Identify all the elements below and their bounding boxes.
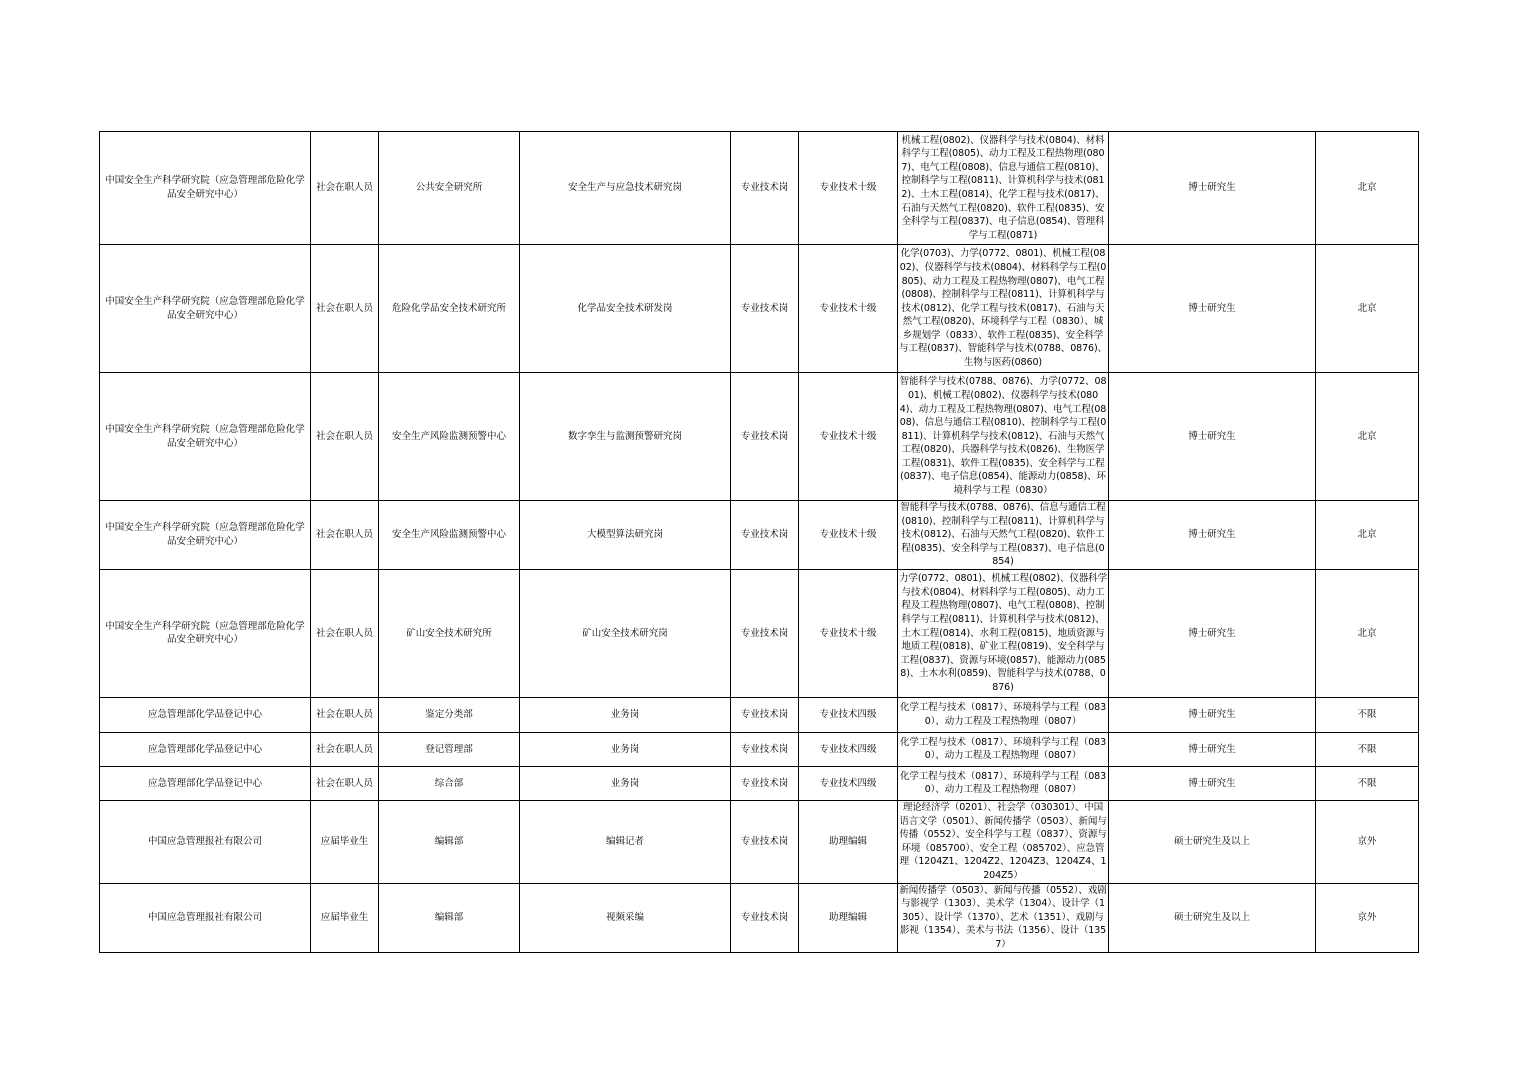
education-cell: 硕士研究生及以上 xyxy=(1109,883,1316,952)
major-cell: 机械工程(0802)、仪器科学与技术(0804)、材料科学与工程(0805)、动力工程及工程热物理(0807)、电气工程(0808)、信息与通信工程(0810)、控制科学与工程(0811)、计算机科学与技术(0812)、土木工程(0814)、化学工程与技术(0817)、石油与天然气工程(0820)、软件工程(0835)、安全科学与工程(0837)、电子信息(0854)、管理科学与工程(0871) xyxy=(898,132,1109,245)
table-row xyxy=(100,132,1419,245)
post-category-cell: 专业技术岗 xyxy=(731,697,799,732)
table-row xyxy=(100,766,1419,800)
education-cell: 博士研究生 xyxy=(1109,766,1316,800)
location-cell: 不限 xyxy=(1316,766,1419,800)
post-category-cell: 专业技术岗 xyxy=(731,373,799,501)
employer-cell: 中国安全生产科学研究院（应急管理部危险化学品安全研究中心） xyxy=(100,501,311,570)
job-positions-table xyxy=(99,131,1419,953)
position-cell: 视频采编 xyxy=(520,883,731,952)
position-cell: 业务岗 xyxy=(520,697,731,732)
post-category-cell: 专业技术岗 xyxy=(731,132,799,245)
post-category-cell: 专业技术岗 xyxy=(731,501,799,570)
education-cell: 博士研究生 xyxy=(1109,697,1316,732)
major-cell: 新闻传播学（0503）、新闻与传播（0552）、戏剧与影视学（1303）、美术学（1304）、设计学（1305）、设计学（1370）、艺术（1351）、戏剧与影视（1354）、美术与书法（1356）、设计（1357） xyxy=(898,883,1109,952)
candidate-type-cell: 社会在职人员 xyxy=(311,569,379,697)
candidate-type-cell: 社会在职人员 xyxy=(311,245,379,373)
position-cell: 化学品安全技术研发岗 xyxy=(520,245,731,373)
employer-cell: 中国安全生产科学研究院（应急管理部危险化学品安全研究中心） xyxy=(100,569,311,697)
location-cell: 北京 xyxy=(1316,245,1419,373)
post-level-cell: 专业技术四级 xyxy=(799,697,898,732)
education-cell: 博士研究生 xyxy=(1109,373,1316,501)
position-cell: 业务岗 xyxy=(520,732,731,766)
education-cell: 博士研究生 xyxy=(1109,732,1316,766)
post-level-cell: 助理编辑 xyxy=(799,883,898,952)
location-cell: 不限 xyxy=(1316,697,1419,732)
table-row xyxy=(100,501,1419,570)
table-row xyxy=(100,569,1419,697)
position-cell: 安全生产与应急技术研究岗 xyxy=(520,132,731,245)
candidate-type-cell: 社会在职人员 xyxy=(311,132,379,245)
candidate-type-cell: 社会在职人员 xyxy=(311,732,379,766)
location-cell: 京外 xyxy=(1316,883,1419,952)
candidate-type-cell: 社会在职人员 xyxy=(311,766,379,800)
candidate-type-cell: 社会在职人员 xyxy=(311,501,379,570)
post-level-cell: 专业技术十级 xyxy=(799,373,898,501)
department-cell: 危险化学品安全技术研究所 xyxy=(379,245,520,373)
employer-cell: 应急管理部化学品登记中心 xyxy=(100,732,311,766)
table-row xyxy=(100,800,1419,883)
major-cell: 智能科学与技术(0788、0876)、信息与通信工程(0810)、控制科学与工程(0811)、计算机科学与技术(0812)、石油与天然气工程(0820)、软件工程(0835)、安全科学与工程(0837)、电子信息(0854) xyxy=(898,501,1109,570)
education-cell: 博士研究生 xyxy=(1109,501,1316,570)
major-cell: 智能科学与技术(0788、0876)、力学(0772、0801)、机械工程(0802)、仪器科学与技术(0804)、动力工程及工程热物理(0807)、电气工程(0808)、信息与通信工程(0810)、控制科学与工程(0811)、计算机科学与技术(0812)、石油与天然气工程(0820)、兵器科学与技术(0826)、生物医学工程(0831)、软件工程(0835)、安全科学与工程(0837)、电子信息(0854)、能源动力(0858)、环境科学与工程（0830） xyxy=(898,373,1109,501)
post-category-cell: 专业技术岗 xyxy=(731,800,799,883)
employer-cell: 中国安全生产科学研究院（应急管理部危险化学品安全研究中心） xyxy=(100,245,311,373)
major-cell: 化学工程与技术（0817）、环境科学与工程（0830）、动力工程及工程热物理（0807） xyxy=(898,732,1109,766)
candidate-type-cell: 应届毕业生 xyxy=(311,800,379,883)
department-cell: 公共安全研究所 xyxy=(379,132,520,245)
position-cell: 矿山安全技术研究岗 xyxy=(520,569,731,697)
major-cell: 化学工程与技术（0817）、环境科学与工程（0830）、动力工程及工程热物理（0807） xyxy=(898,766,1109,800)
department-cell: 登记管理部 xyxy=(379,732,520,766)
candidate-type-cell: 社会在职人员 xyxy=(311,697,379,732)
post-category-cell: 专业技术岗 xyxy=(731,569,799,697)
post-category-cell: 专业技术岗 xyxy=(731,732,799,766)
education-cell: 博士研究生 xyxy=(1109,132,1316,245)
position-cell: 编辑记者 xyxy=(520,800,731,883)
employer-cell: 中国安全生产科学研究院（应急管理部危险化学品安全研究中心） xyxy=(100,373,311,501)
post-level-cell: 专业技术十级 xyxy=(799,245,898,373)
major-cell: 化学工程与技术（0817）、环境科学与工程（0830）、动力工程及工程热物理（0807） xyxy=(898,697,1109,732)
candidate-type-cell: 社会在职人员 xyxy=(311,373,379,501)
employer-cell: 应急管理部化学品登记中心 xyxy=(100,766,311,800)
position-cell: 数字孪生与监测预警研究岗 xyxy=(520,373,731,501)
location-cell: 北京 xyxy=(1316,569,1419,697)
position-cell: 大模型算法研究岗 xyxy=(520,501,731,570)
table-row xyxy=(100,883,1419,952)
post-level-cell: 助理编辑 xyxy=(799,800,898,883)
major-cell: 化学(0703)、力学(0772、0801)、机械工程(0802)、仪器科学与技术(0804)、材料科学与工程(0805)、动力工程及工程热物理(0807)、电气工程(0808)、控制科学与工程(0811)、计算机科学与技术(0812)、化学工程与技术(0817)、石油与天然气工程(0820)、环境科学与工程（0830）、城乡规划学（0833）、软件工程(0835)、安全科学与工程(0837)、智能科学与技术(0788、0876)、生物与医药(0860) xyxy=(898,245,1109,373)
department-cell: 编辑部 xyxy=(379,800,520,883)
table-row xyxy=(100,245,1419,373)
candidate-type-cell: 应届毕业生 xyxy=(311,883,379,952)
major-cell: 力学(0772、0801)、机械工程(0802)、仪器科学与技术(0804)、材料科学与工程(0805)、动力工程及工程热物理(0807)、电气工程(0808)、控制科学与工程(0811)、计算机科学与技术(0812)、土木工程(0814)、水利工程(0815)、地质资源与地质工程(0818)、矿业工程(0819)、安全科学与工程(0837)、资源与环境(0857)、能源动力(0858)、土木水利(0859)、智能科学与技术(0788、0876) xyxy=(898,569,1109,697)
post-level-cell: 专业技术十级 xyxy=(799,501,898,570)
department-cell: 安全生产风险监测预警中心 xyxy=(379,373,520,501)
department-cell: 综合部 xyxy=(379,766,520,800)
table-row xyxy=(100,732,1419,766)
location-cell: 京外 xyxy=(1316,800,1419,883)
post-category-cell: 专业技术岗 xyxy=(731,766,799,800)
post-category-cell: 专业技术岗 xyxy=(731,883,799,952)
employer-cell: 应急管理部化学品登记中心 xyxy=(100,697,311,732)
location-cell: 北京 xyxy=(1316,501,1419,570)
location-cell: 不限 xyxy=(1316,732,1419,766)
location-cell: 北京 xyxy=(1316,132,1419,245)
table-row xyxy=(100,373,1419,501)
post-level-cell: 专业技术四级 xyxy=(799,766,898,800)
department-cell: 鉴定分类部 xyxy=(379,697,520,732)
position-cell: 业务岗 xyxy=(520,766,731,800)
major-cell: 理论经济学（0201）、社会学（030301）、中国语言文学（0501）、新闻传播学（0503）、新闻与传播（0552）、安全科学与工程（0837）、资源与环境（085700）、安全工程（085702）、应急管理（1204Z1、1204Z2、1204Z3、1204Z4、1204Z5） xyxy=(898,800,1109,883)
department-cell: 编辑部 xyxy=(379,883,520,952)
employer-cell: 中国应急管理报社有限公司 xyxy=(100,883,311,952)
education-cell: 硕士研究生及以上 xyxy=(1109,800,1316,883)
post-level-cell: 专业技术十级 xyxy=(799,132,898,245)
post-level-cell: 专业技术十级 xyxy=(799,569,898,697)
employer-cell: 中国应急管理报社有限公司 xyxy=(100,800,311,883)
education-cell: 博士研究生 xyxy=(1109,245,1316,373)
post-level-cell: 专业技术四级 xyxy=(799,732,898,766)
department-cell: 矿山安全技术研究所 xyxy=(379,569,520,697)
table-row xyxy=(100,697,1419,732)
employer-cell: 中国安全生产科学研究院（应急管理部危险化学品安全研究中心） xyxy=(100,132,311,245)
post-category-cell: 专业技术岗 xyxy=(731,245,799,373)
department-cell: 安全生产风险监测预警中心 xyxy=(379,501,520,570)
education-cell: 博士研究生 xyxy=(1109,569,1316,697)
location-cell: 北京 xyxy=(1316,373,1419,501)
